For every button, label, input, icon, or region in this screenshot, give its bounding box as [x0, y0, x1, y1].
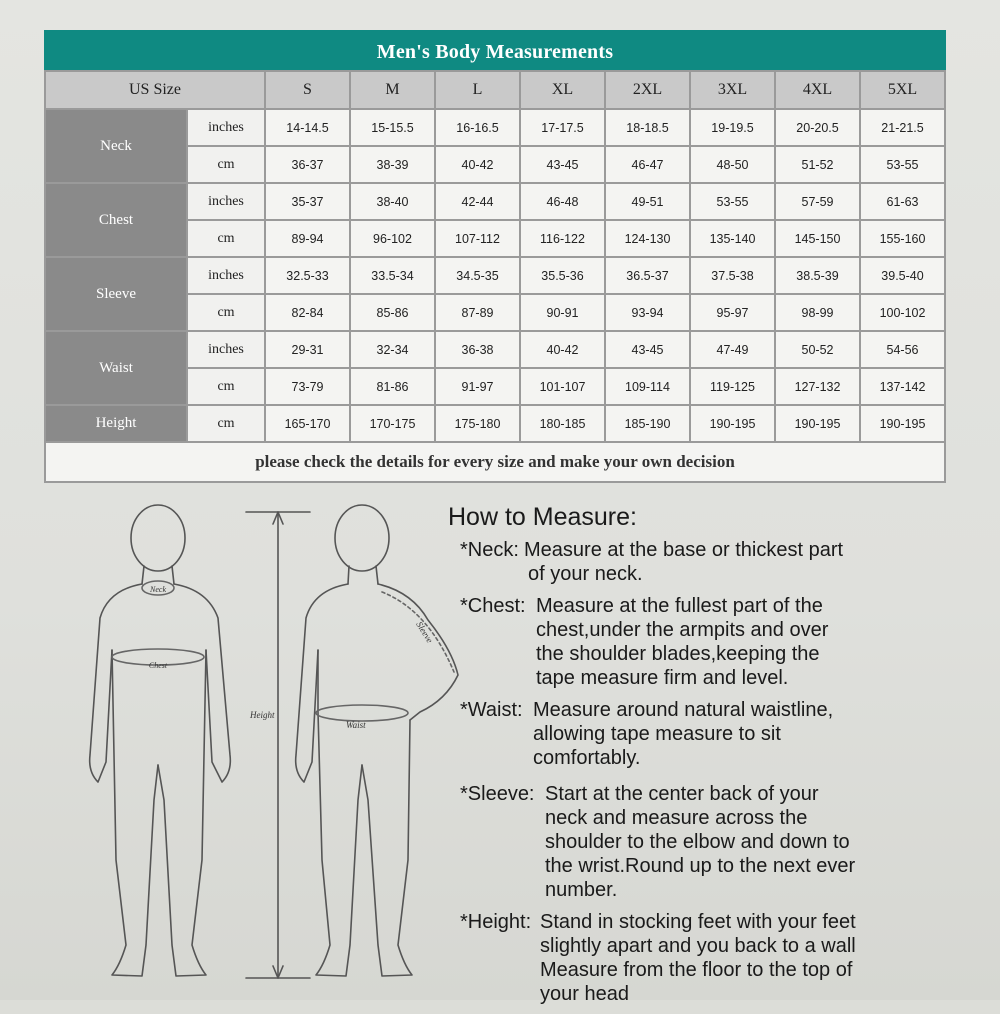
unit-label: cm	[187, 405, 265, 442]
table-cell: 85-86	[350, 294, 435, 331]
howto-neck	[448, 538, 918, 586]
howto-line: the wrist.Round up to the next ever	[545, 855, 856, 877]
unit-label: cm	[187, 220, 265, 257]
measurement-label: Chest	[45, 183, 187, 257]
table-cell: 53-55	[860, 146, 945, 183]
howto-height	[448, 910, 918, 1006]
measurement-label: Neck	[45, 109, 187, 183]
table-cell: 38-40	[350, 183, 435, 220]
table-cell: 43-45	[520, 146, 605, 183]
table-cell: 119-125	[690, 368, 775, 405]
front-body-figure	[90, 505, 231, 976]
unit-label: inches	[187, 109, 265, 146]
table-cell: 127-132	[775, 368, 860, 405]
howto-key: *Chest:	[460, 595, 526, 617]
table-cell: 190-195	[690, 405, 775, 442]
table-cell: 170-175	[350, 405, 435, 442]
howto-line: the shoulder blades,keeping the	[536, 643, 820, 665]
howto-key: *Height:	[460, 911, 532, 933]
measurement-label: Height	[45, 405, 187, 442]
unit-label: cm	[187, 294, 265, 331]
table-cell: 46-47	[605, 146, 690, 183]
table-row	[45, 183, 945, 220]
table-cell: 40-42	[520, 331, 605, 368]
howto-line: chest,under the armpits and over	[536, 619, 829, 641]
table-row	[45, 109, 945, 146]
table-cell: 49-51	[605, 183, 690, 220]
table-cell: 37.5-38	[690, 257, 775, 294]
table-cell: 124-130	[605, 220, 690, 257]
howto-line: Measure from the floor to the top of	[540, 959, 853, 981]
table-cell: 185-190	[605, 405, 690, 442]
table-cell: 21-21.5	[860, 109, 945, 146]
howto-line: comfortably.	[533, 747, 641, 769]
sleeve-label: Sleeve	[414, 619, 435, 645]
table-cell: 39.5-40	[860, 257, 945, 294]
table-title: Men's Body Measurements	[44, 30, 946, 70]
table-cell: 32.5-33	[265, 257, 350, 294]
table-cell: 15-15.5	[350, 109, 435, 146]
table-cell: 34.5-35	[435, 257, 520, 294]
table-cell: 36-37	[265, 146, 350, 183]
howto-waist	[448, 698, 918, 770]
howto-chest	[448, 594, 918, 690]
howto-sleeve	[448, 782, 918, 902]
howto-key: *Waist:	[460, 699, 523, 721]
table-cell: 135-140	[690, 220, 775, 257]
table-cell: 19-19.5	[690, 109, 775, 146]
table-cell: 87-89	[435, 294, 520, 331]
body-measure-diagram	[60, 500, 470, 1000]
size-grid	[44, 70, 946, 483]
table-cell: 33.5-34	[350, 257, 435, 294]
unit-label: cm	[187, 368, 265, 405]
size-header: 4XL	[775, 71, 860, 109]
table-row	[45, 405, 945, 442]
height-arrow	[246, 512, 310, 978]
measurement-table	[44, 30, 946, 483]
table-cell: 17-17.5	[520, 109, 605, 146]
table-cell: 54-56	[860, 331, 945, 368]
unit-label: inches	[187, 257, 265, 294]
size-header: L	[435, 71, 520, 109]
howto-line: number.	[545, 879, 618, 901]
unit-label: inches	[187, 183, 265, 220]
table-cell: 38.5-39	[775, 257, 860, 294]
table-cell: 38-39	[350, 146, 435, 183]
howto-line: tape measure firm and level.	[536, 667, 789, 689]
size-header: M	[350, 71, 435, 109]
table-cell: 98-99	[775, 294, 860, 331]
us-size-label: US Size	[45, 71, 265, 109]
table-cell: 50-52	[775, 331, 860, 368]
table-cell: 48-50	[690, 146, 775, 183]
howto-line: allowing tape measure to sit	[533, 723, 781, 745]
table-cell: 51-52	[775, 146, 860, 183]
table-note: please check the details for every size and make your own decision	[45, 442, 945, 482]
howto-line: Measure around natural waistline,	[533, 699, 834, 721]
table-cell: 14-14.5	[265, 109, 350, 146]
size-header: XL	[520, 71, 605, 109]
unit-label: inches	[187, 331, 265, 368]
table-cell: 18-18.5	[605, 109, 690, 146]
table-cell: 165-170	[265, 405, 350, 442]
size-header: S	[265, 71, 350, 109]
howto-line: of your neck.	[528, 563, 643, 585]
how-to-title: How to Measure:	[448, 503, 637, 531]
table-cell: 36.5-37	[605, 257, 690, 294]
table-cell: 81-86	[350, 368, 435, 405]
table-cell: 42-44	[435, 183, 520, 220]
size-header-row	[45, 71, 945, 109]
howto-line: Measure at the base or thickest part	[524, 539, 844, 561]
neck-label: Neck	[150, 585, 166, 594]
chest-label: Chest	[148, 661, 168, 670]
unit-label: cm	[187, 146, 265, 183]
howto-line: slightly apart and you back to a wall	[540, 935, 856, 957]
table-cell: 190-195	[860, 405, 945, 442]
table-cell: 47-49	[690, 331, 775, 368]
table-cell: 35.5-36	[520, 257, 605, 294]
howto-line: Measure at the fullest part of the	[536, 595, 823, 617]
table-row	[45, 331, 945, 368]
size-header: 2XL	[605, 71, 690, 109]
size-header: 3XL	[690, 71, 775, 109]
table-cell: 95-97	[690, 294, 775, 331]
howto-line: Stand in stocking feet with your feet	[540, 911, 856, 933]
table-cell: 32-34	[350, 331, 435, 368]
table-cell: 16-16.5	[435, 109, 520, 146]
table-cell: 96-102	[350, 220, 435, 257]
howto-line: Start at the center back of your	[545, 783, 819, 805]
table-cell: 82-84	[265, 294, 350, 331]
howto-key: *Sleeve:	[460, 783, 535, 805]
how-to-measure	[448, 503, 918, 1014]
height-label: Height	[250, 710, 275, 720]
howto-line: neck and measure across the	[545, 807, 808, 829]
table-cell: 91-97	[435, 368, 520, 405]
table-cell: 101-107	[520, 368, 605, 405]
measurement-label: Sleeve	[45, 257, 187, 331]
table-cell: 73-79	[265, 368, 350, 405]
table-cell: 46-48	[520, 183, 605, 220]
table-cell: 190-195	[775, 405, 860, 442]
measurement-label: Waist	[45, 331, 187, 405]
table-cell: 53-55	[690, 183, 775, 220]
table-cell: 180-185	[520, 405, 605, 442]
table-cell: 116-122	[520, 220, 605, 257]
table-cell: 20-20.5	[775, 109, 860, 146]
table-cell: 35-37	[265, 183, 350, 220]
back-body-figure	[296, 505, 458, 976]
table-row	[45, 257, 945, 294]
table-cell: 100-102	[860, 294, 945, 331]
howto-line: your head	[540, 983, 629, 1005]
table-cell: 40-42	[435, 146, 520, 183]
table-cell: 109-114	[605, 368, 690, 405]
table-cell: 155-160	[860, 220, 945, 257]
waist-label: Waist	[346, 720, 366, 730]
table-cell: 89-94	[265, 220, 350, 257]
table-cell: 93-94	[605, 294, 690, 331]
table-cell: 90-91	[520, 294, 605, 331]
table-cell: 29-31	[265, 331, 350, 368]
table-cell: 36-38	[435, 331, 520, 368]
table-cell: 145-150	[775, 220, 860, 257]
table-cell: 137-142	[860, 368, 945, 405]
table-cell: 175-180	[435, 405, 520, 442]
size-header: 5XL	[860, 71, 945, 109]
howto-key: *Neck:	[460, 539, 519, 561]
table-cell: 61-63	[860, 183, 945, 220]
table-cell: 57-59	[775, 183, 860, 220]
table-cell: 107-112	[435, 220, 520, 257]
table-cell: 43-45	[605, 331, 690, 368]
howto-line: shoulder to the elbow and down to	[545, 831, 850, 853]
